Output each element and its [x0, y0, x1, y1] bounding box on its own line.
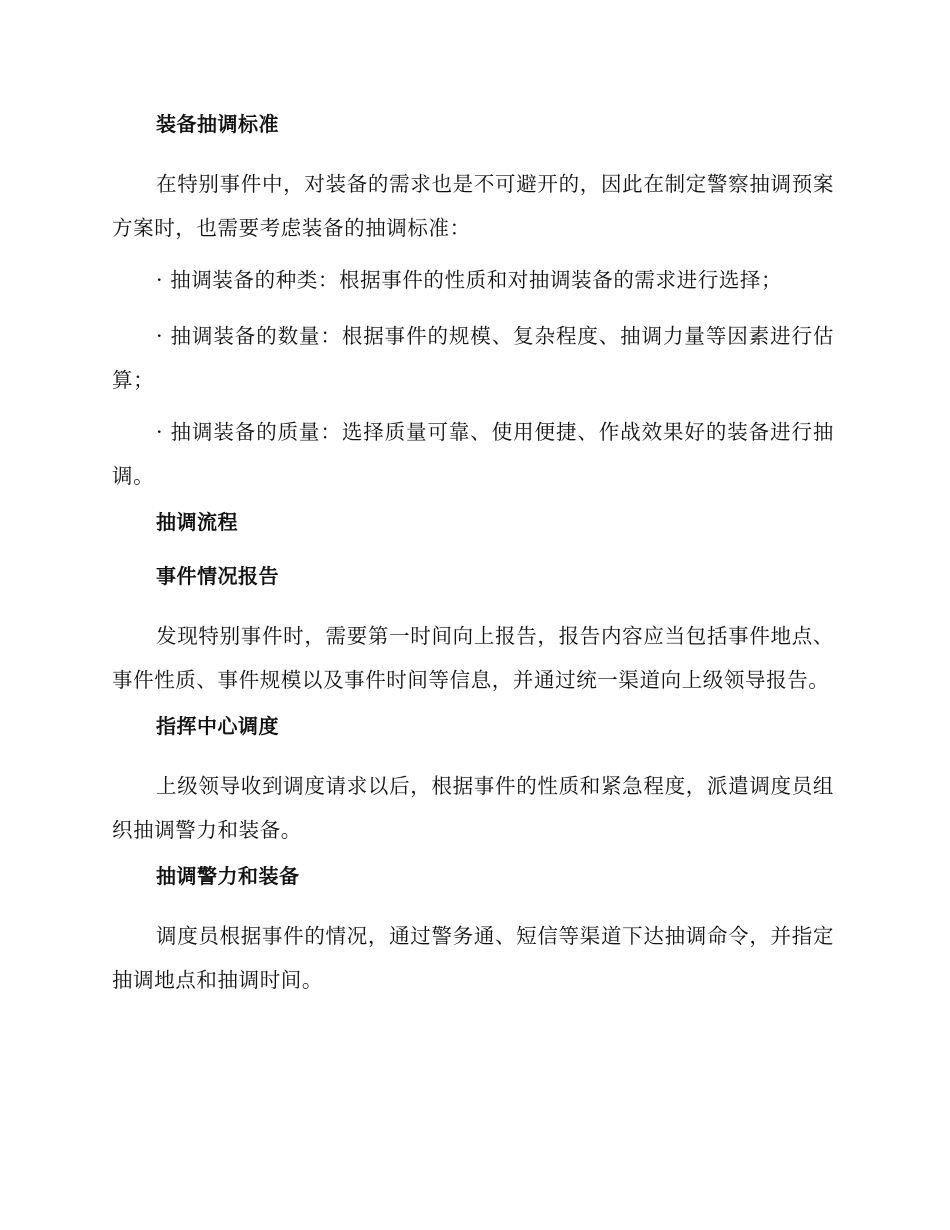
document-page	[112, 108, 834, 1010]
paragraph-command-dispatch: 上级领导收到调度请求以后，根据事件的性质和紧急程度，派遣调度员组织抽调警力和装备。	[112, 774, 834, 842]
section-heading-deploy-force: 抽调警力和装备	[156, 864, 300, 888]
section-heading-equipment-standard: 装备抽调标准	[156, 112, 279, 136]
section-heading-incident-report: 事件情况报告	[156, 564, 279, 588]
section-heading-process: 抽调流程	[156, 510, 238, 534]
section-heading-command-dispatch: 指挥中心调度	[156, 714, 279, 738]
paragraph-deploy-force: 调度员根据事件的情况，通过警务通、短信等渠道下达抽调命令，并指定抽调地点和抽调时间。	[112, 924, 834, 992]
bullet-equipment-quality: · 抽调装备的质量：选择质量可靠、使用便捷、作战效果好的装备进行抽调。	[112, 420, 834, 488]
paragraph-incident-report: 发现特别事件时，需要第一时间向上报告，报告内容应当包括事件地点、事件性质、事件规模以及事件时间等信息，并通过统一渠道向上级领导报告。	[112, 624, 834, 692]
paragraph-equipment-intro: 在特别事件中，对装备的需求也是不可避开的，因此在制定警察抽调预案方案时，也需要考虑装备的抽调标准：	[112, 172, 834, 240]
bullet-equipment-type: · 抽调装备的种类：根据事件的性质和对抽调装备的需求进行选择；	[156, 268, 783, 292]
bullet-equipment-quantity: · 抽调装备的数量：根据事件的规模、复杂程度、抽调力量等因素进行估算；	[112, 324, 834, 392]
